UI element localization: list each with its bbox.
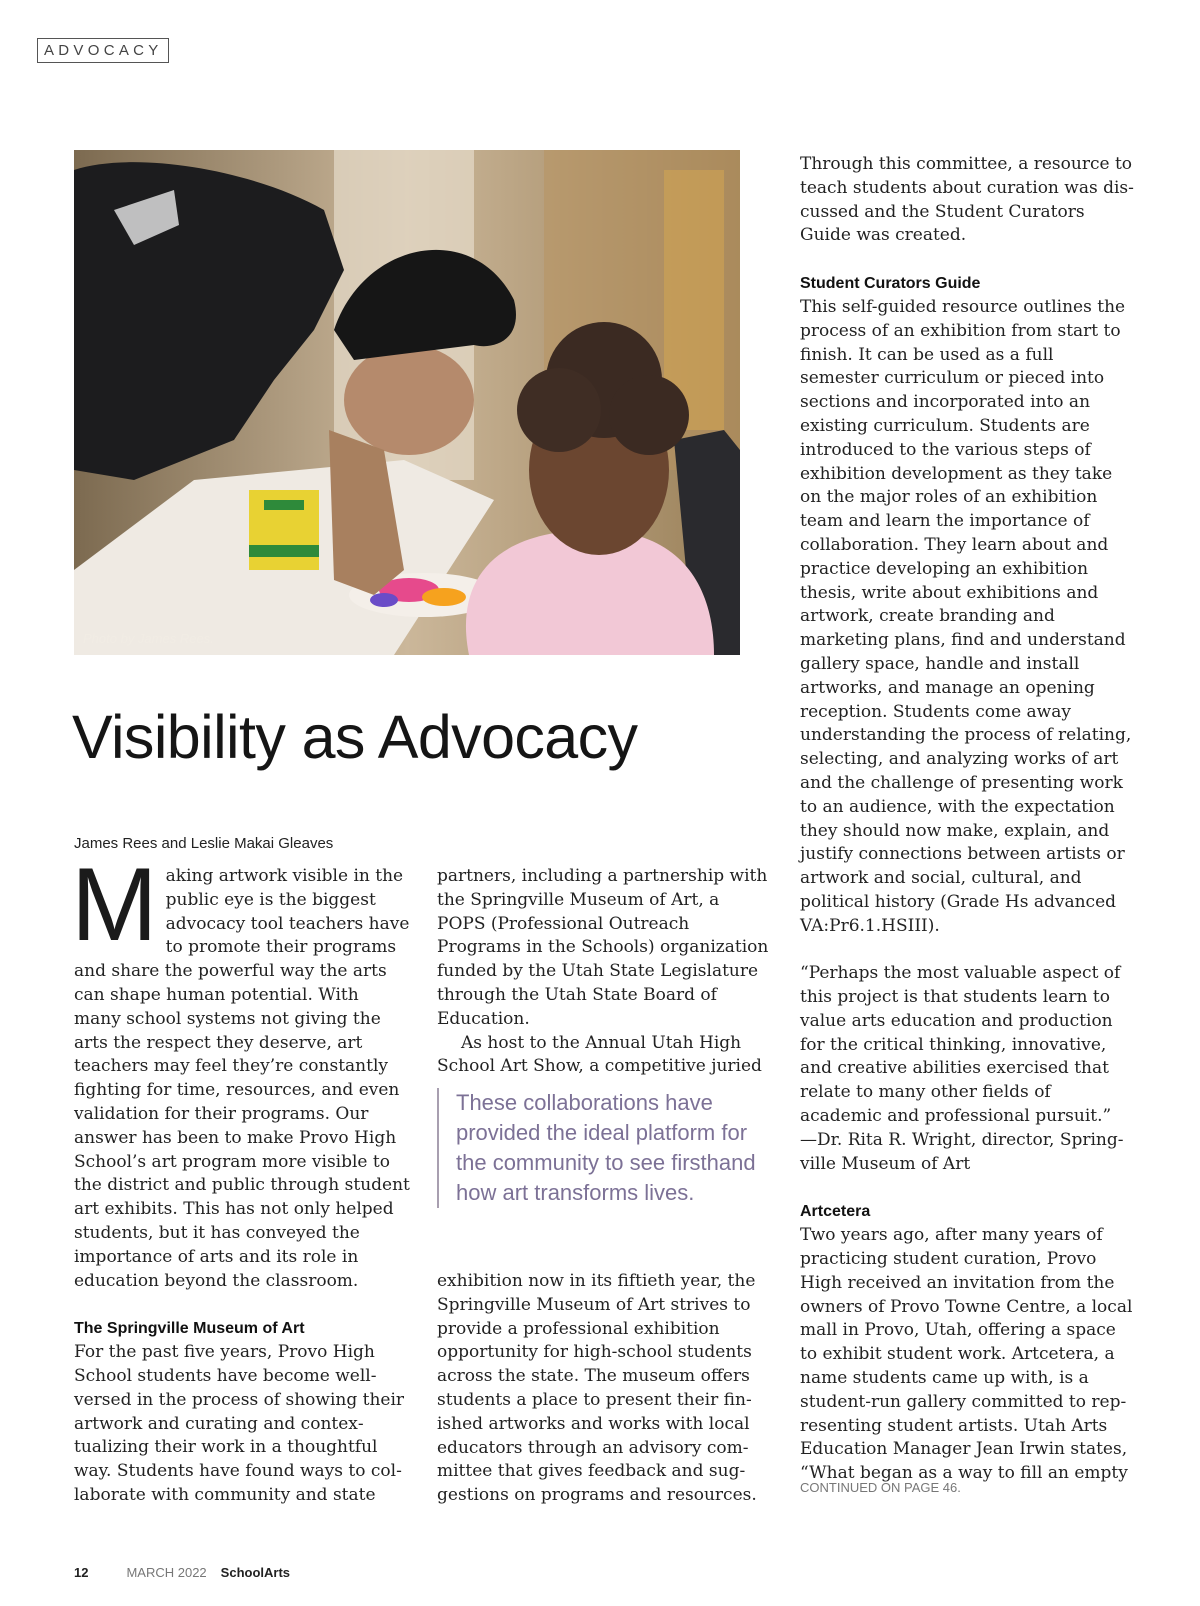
- paragraph-host: As host to the Annual Utah High School Art Show, a competitive juried: [437, 1032, 762, 1077]
- issue-date: MARCH 2022: [126, 1565, 207, 1580]
- column-1: [71, 847, 410, 1508]
- column-2-top: [437, 865, 770, 1079]
- magazine-name: SchoolArts: [220, 1565, 291, 1580]
- quote-attribution: —Dr. Rita R. Wright, director, Springville Museum of Art: [800, 1129, 1124, 1174]
- paragraph-curators-guide: This self-guided resource outlines the process of an exhibition from start to finish. It can be used as a full semester curriculum or pieced into sections and incorporated into an existing curriculum. Students are introduced to the various steps of exhibition development as they take on the major roles of an exhibition team and learn the importance of collaboration. They learn about and practice developing an exhibition thesis, write about exhibitions and artwork, create branding and marketing plans, find and understand gallery space, handle and install artworks, and manage an opening reception. Students come away understanding the process of relating, selecting, and analyzing works of art and the challenge of presenting work to an audience, with the expectation they should now make, explain, and justify connections between artists or artwork and social, cultural, and political history (Grade Hs advanced VA:Pr6.1.HSIII).: [800, 296, 1132, 936]
- article-title: Visibility as Advocacy: [72, 703, 638, 771]
- pull-quote: These collaborations have provided the ideal platform for the community to see firsthand how art transforms lives.: [437, 1088, 756, 1208]
- page-number: 12: [74, 1565, 89, 1580]
- paragraph-springville: For the past five years, Provo High School students have become well-versed in the process of showing their artwork and curating and contextualizing their work in a thoughtful way. Students have found ways to collaborate with community and state: [74, 1342, 405, 1505]
- photo-credit: Photo by James Rees.: [83, 631, 214, 646]
- column-2-bottom: [437, 1270, 770, 1508]
- section-tag: ADVOCACY: [37, 38, 169, 63]
- column-3: [800, 153, 1135, 1486]
- photo-illustration: [74, 150, 740, 655]
- subhead-artcetera: Artcetera: [800, 1203, 871, 1221]
- intro-paragraph: aking artwork visible in the public eye is the biggest advocacy tool teachers have to promote their programs and share the powerful way the arts can shape human potential. With many school systems not giving the arts the respect they deserve, art teachers may feel they’re constantly fighting for time, resources, and even validation for their programs. Our answer has been to make Provo High School’s art program more visible to the district and public through student art exhibits. This has not only helped students, but it has conveyed the importance of arts and its role in education beyond the classroom.: [74, 866, 410, 1291]
- byline: James Rees and Leslie Makai Gleaves: [74, 835, 334, 852]
- article-photo: [74, 150, 740, 655]
- subhead-springville: The Springville Museum of Art: [74, 1320, 305, 1338]
- paragraph-committee: Through this committee, a resource to teach students about curation was discussed and the Student Curators Guide was created.: [800, 154, 1134, 246]
- page-footer: [74, 1565, 290, 1580]
- quote-wright: “Perhaps the most valuable aspect of this project is that students learn to value arts education and production for the critical thinking, innovative, and creative abilities exercised that relate to many other fields of academic and professional pursuit.”: [800, 963, 1121, 1127]
- drop-cap: M: [71, 847, 158, 963]
- continued-note: CONTINUED ON PAGE 46.: [800, 1480, 961, 1495]
- subhead-curators-guide: Student Curators Guide: [800, 274, 981, 292]
- paragraph-partners: partners, including a partnership with the Springville Museum of Art, a POPS (Professional Outreach Programs in the Schools) organization funded by the Utah State Legislature through the Utah State Board of Education.: [437, 866, 769, 1029]
- paragraph-exhibition: exhibition now in its fiftieth year, the Springville Museum of Art strives to provide a professional exhibition opportunity for high-school students across the state. The museum offers students a place to present their finished artworks and works with local educators through an advisory committee that gives feedback and suggestions on programs and resources.: [437, 1271, 757, 1506]
- paragraph-artcetera: Two years ago, after many years of practicing student curation, Provo High received an invitation from the owners of Provo Towne Centre, a local mall in Provo, Utah, offering a space to exhibit student work. Artcetera, a name students came up with, is a student-run gallery committed to representing student artists. Utah Arts Education Manager Jean Irwin states, “What began as a way to fill an empty: [800, 1225, 1133, 1484]
